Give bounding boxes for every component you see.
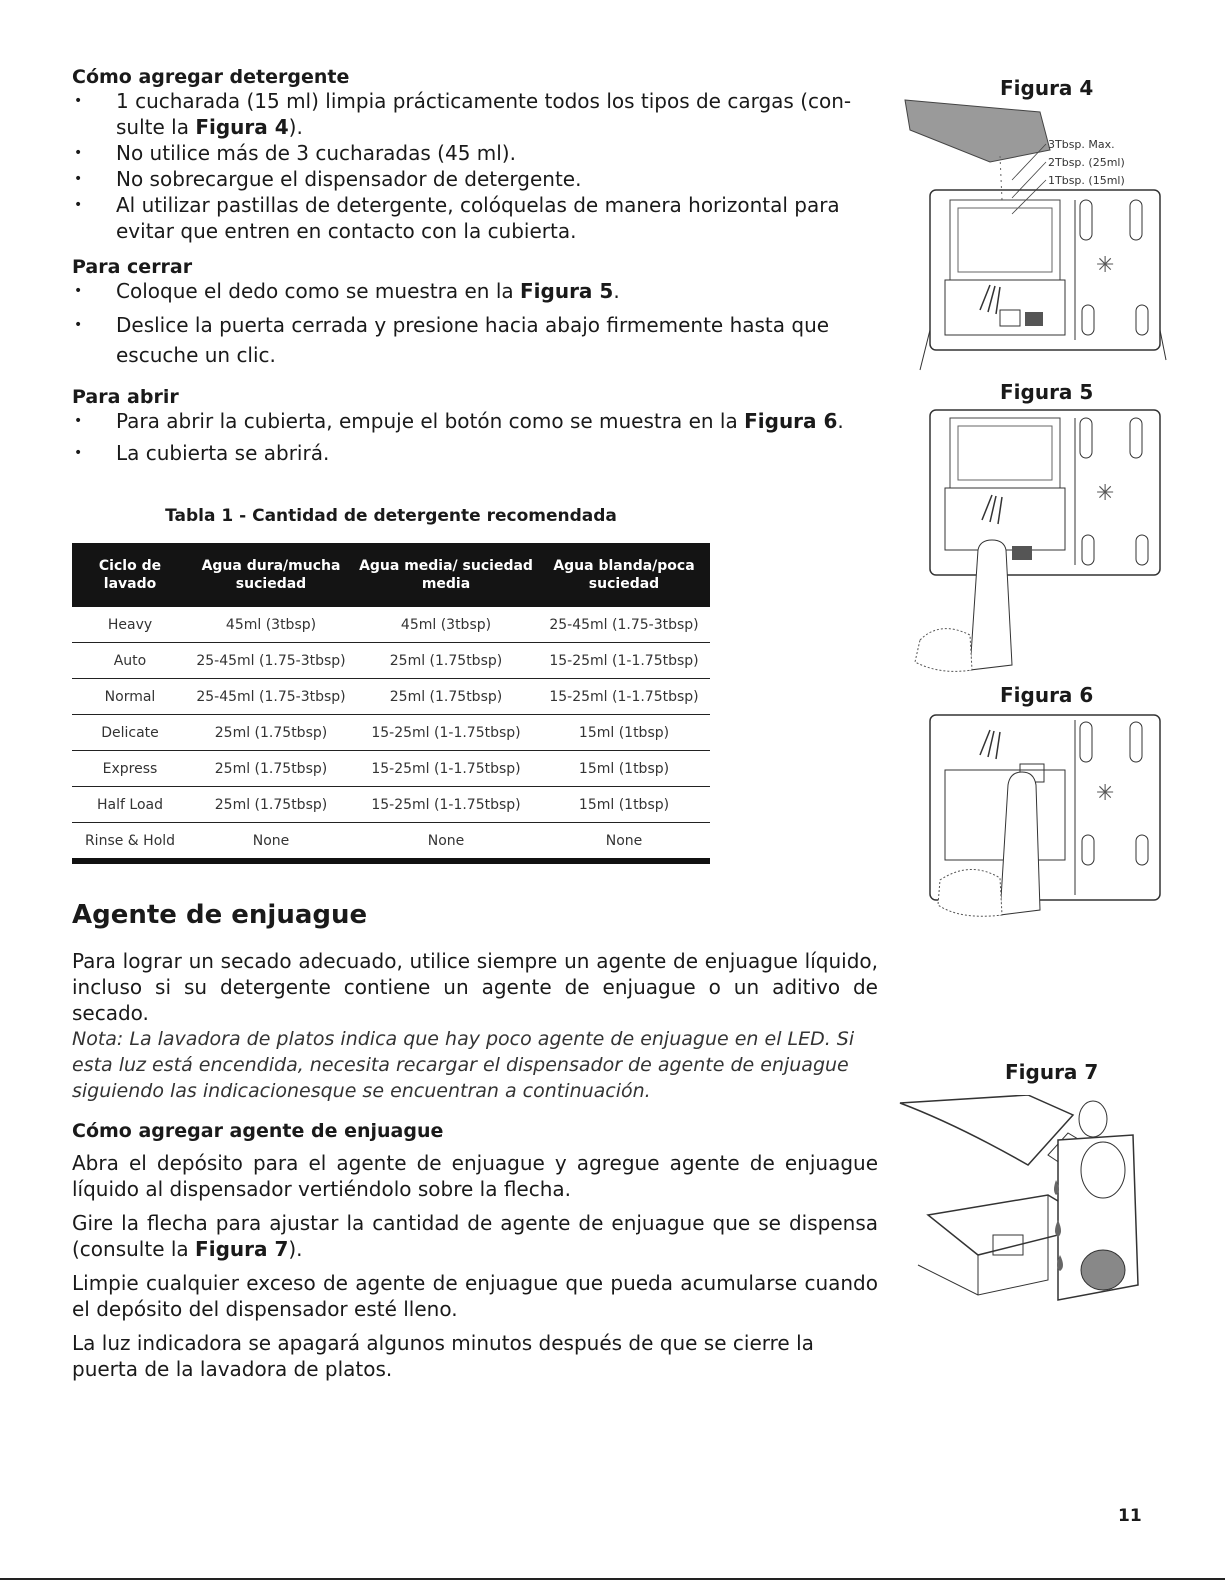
section-add-detergent [72, 66, 892, 244]
table-cell: 15-25ml (1-1.75tbsp) [354, 715, 538, 751]
table-cell: Delicate [72, 715, 188, 751]
rinse-paragraph: Abra el depósito para el agente de enjuague y agregue agente de enjuague líquido al dispensador vertiéndolo sobre la flecha. [72, 1151, 878, 1201]
open-bullets [72, 408, 892, 466]
bullet-item: • La cubierta se abrirá. [72, 440, 892, 466]
table-cell: 25ml (1.75tbsp) [188, 715, 354, 751]
figure-4-label: Figura 4 [1000, 76, 1094, 100]
table-cell: 15-25ml (1-1.75tbsp) [354, 787, 538, 823]
table-cell: 45ml (3tbsp) [188, 607, 354, 643]
table-header-row [72, 543, 710, 607]
bullet-item: • No utilice más de 3 cucharadas (45 ml). [72, 140, 892, 166]
svg-text:✳: ✳ [1096, 481, 1115, 506]
table-cell: 25-45ml (1.75-3tbsp) [188, 643, 354, 679]
table-row [72, 823, 710, 862]
figure-7-illustration [898, 1095, 1148, 1325]
table-cell: 25ml (1.75tbsp) [188, 751, 354, 787]
dose-mark: 1Tbsp. (15ml) [1048, 174, 1125, 187]
table-cell: 15-25ml (1-1.75tbsp) [538, 679, 710, 715]
table-cell: 25ml (1.75tbsp) [354, 679, 538, 715]
table-cell: 25ml (1.75tbsp) [354, 643, 538, 679]
figure-ref: Figura 5 [520, 279, 614, 303]
heading-rinse-agent: Agente de enjuague [72, 900, 368, 930]
detergent-bullets [72, 88, 892, 244]
table-cell: 25ml (1.75tbsp) [188, 787, 354, 823]
table-cell: Half Load [72, 787, 188, 823]
figure-5-illustration [900, 400, 1170, 685]
table-caption: Tabla 1 - Cantidad de detergente recomendada [165, 506, 617, 526]
figure-7-label: Figura 7 [1005, 1060, 1099, 1084]
table-cell: 15ml (1tbsp) [538, 751, 710, 787]
bullet-item: • Para abrir la cubierta, empuje el botón como se muestra en la Figura 6. [72, 408, 892, 434]
table-header-cell: Agua blanda/poca suciedad [538, 543, 710, 607]
rinse-paragraph: Gire la flecha para ajustar la cantidad de agente de enjuague que se dispensa (consulte la Figura 7). [72, 1211, 878, 1261]
bullet-item: • Deslice la puerta cerrada y presione hacia abajo firmemente hasta que escuche un clic. [72, 310, 892, 370]
table-cell: None [538, 823, 710, 862]
table-cell: 25-45ml (1.75-3tbsp) [538, 607, 710, 643]
table-cell: None [354, 823, 538, 862]
close-bullets [72, 278, 892, 370]
bullet-item: • Al utilizar pastillas de detergente, colóquelas de manera horizontal para evitar que entren en contacto con la cubierta. [72, 192, 892, 244]
detergent-table [72, 543, 710, 864]
page-number: 11 [1118, 1506, 1142, 1526]
figure-ref: Figura 6 [744, 409, 838, 433]
table-header-cell: Ciclo de lavado [72, 543, 188, 607]
table-cell: 45ml (3tbsp) [354, 607, 538, 643]
bullet-item: • No sobrecargue el dispensador de detergente. [72, 166, 892, 192]
table-cell: Heavy [72, 607, 188, 643]
bullet-item: • Coloque el dedo como se muestra en la Figura 5. [72, 278, 892, 304]
section-open [72, 386, 892, 466]
table-cell: Normal [72, 679, 188, 715]
table-row [72, 715, 710, 751]
rinse-note: Nota: La lavadora de platos indica que hay poco agente de enjuague en el LED. Si esta luz está encendida, necesita recargar el dispensador de agente de enjuague siguiendo las indicacionesque se encuentran a continuación. [72, 1028, 855, 1102]
svg-text:✳: ✳ [1096, 253, 1115, 278]
bottom-rule [0, 1578, 1225, 1580]
figure-6-label: Figura 6 [1000, 683, 1094, 707]
heading-add-detergent: Cómo agregar detergente [72, 66, 350, 88]
table-cell: 25-45ml (1.75-3tbsp) [188, 679, 354, 715]
table-row [72, 787, 710, 823]
rinse-intro: Para lograr un secado adecuado, utilice siempre un agente de enjuague líquido, incluso si su detergente contiene un agente de enjuague o un aditivo de secado. [72, 949, 878, 1025]
figure-ref: Figura 7 [195, 1237, 289, 1261]
table-body [72, 607, 710, 861]
heading-add-rinse: Cómo agregar agente de enjuague [72, 1120, 444, 1142]
table-row [72, 679, 710, 715]
table-cell: 15ml (1tbsp) [538, 787, 710, 823]
figure-ref: Figura 4 [195, 115, 289, 139]
rinse-paragraph: La luz indicadora se apagará algunos minutos después de que se cierre la puerta de la lavadora de platos. [72, 1331, 814, 1381]
dose-mark: 2Tbsp. (25ml) [1048, 156, 1125, 169]
heading-close: Para cerrar [72, 256, 193, 278]
table-row [72, 751, 710, 787]
table-cell: Rinse & Hold [72, 823, 188, 862]
table-cell: Express [72, 751, 188, 787]
figure-6-illustration [900, 710, 1170, 920]
section-close [72, 256, 892, 370]
table-cell: Auto [72, 643, 188, 679]
table-cell: 15-25ml (1-1.75tbsp) [538, 643, 710, 679]
table-header-cell: Agua dura/mucha suciedad [188, 543, 354, 607]
table-cell: 15-25ml (1-1.75tbsp) [354, 751, 538, 787]
rinse-paragraph: Limpie cualquier exceso de agente de enjuague que pueda acumularse cuando el depósito del dispensador esté lleno. [72, 1271, 878, 1321]
table-cell: None [188, 823, 354, 862]
heading-open: Para abrir [72, 386, 179, 408]
dose-mark: 3Tbsp. Max. [1048, 138, 1115, 151]
table-row [72, 607, 710, 643]
svg-text:✳: ✳ [1096, 781, 1115, 806]
table-header-cell: Agua media/ suciedad media [354, 543, 538, 607]
figure-4-illustration [900, 90, 1170, 380]
table-row [72, 643, 710, 679]
section-add-rinse [72, 1120, 878, 1382]
figure-5-label: Figura 5 [1000, 380, 1094, 404]
bullet-item: • 1 cucharada (15 ml) limpia prácticamente todos los tipos de cargas (con- sulte la Figura 4). [72, 88, 892, 140]
table-cell: 15ml (1tbsp) [538, 715, 710, 751]
